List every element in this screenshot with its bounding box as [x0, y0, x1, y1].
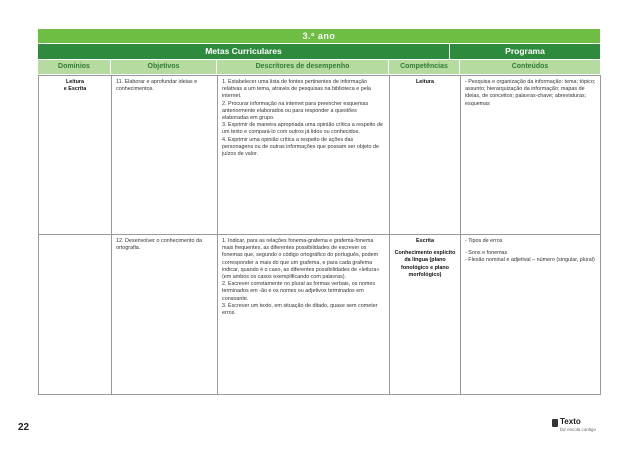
- dominio-cell: [39, 235, 112, 395]
- descritor-item: 2. Escrever corretamente no plural as formas verbais, os nomes terminados em -ão e os nomes ou adjetivos terminados em consoante.: [222, 281, 376, 302]
- competencia-item: Conhecimento explícito da língua (plano fonológico e plano morfológico): [394, 250, 456, 278]
- descritor-item: 2. Procurar informação na internet para preencher esquemas anteriormente elaborados ou para responder a questões elaboradas em grupo.: [222, 100, 369, 122]
- col-dominios-header: Domínios: [38, 60, 110, 74]
- conteudo-item: - Flexão nominal e adjetival – número (singular, plural): [465, 257, 595, 264]
- descritores-cell: [218, 235, 390, 395]
- conteudos-cell: [461, 76, 601, 235]
- logo-tagline: faz escola contigo: [560, 427, 597, 432]
- objetivo-cell: [112, 235, 218, 395]
- dominio-cell: [39, 76, 112, 235]
- logo-name: Texto: [560, 417, 581, 426]
- col-competencias-header: Competências: [389, 60, 459, 74]
- metas-header: Metas Curriculares: [38, 44, 449, 59]
- conteudos-cell: [461, 235, 601, 395]
- dominio-line: e Escrita: [63, 86, 87, 93]
- competencia-item: Escrita: [416, 238, 434, 244]
- dominio-line: Leitura: [66, 79, 84, 85]
- publisher-logo: [552, 417, 614, 437]
- table-row: [39, 76, 601, 235]
- table-row: [39, 235, 601, 395]
- conteudo-item: - Pesquisa e organização da informação: tema; tópico; assunto; hierarquização da informação; mapas de ideias, de conceitos; palavras-chave; abreviaturas; esquemas: [465, 79, 596, 107]
- descritor-item: 1. Indicar, para as relações fonema-grafema e grafema-fonema mais frequentes, as diferentes possibilidades de escrever os fonemas que, segundo o código ortográfico do português, podem corresponder a mais do que um grafema, e para cada grafema indicar, quando é o caso, as diferentes possibilidades de «leitura» (em ambos os casos exemplificando com palavras).: [222, 238, 380, 281]
- objetivo-text: 12. Desenvolver o conhecimento da ortografia.: [116, 238, 203, 252]
- descritor-item: 3. Exprimir de maneira apropriada uma opinião crítica a respeito de um texto e compará-lo com outros já lidos ou conhecidos.: [222, 122, 383, 136]
- competencias-cell: [390, 235, 461, 395]
- grade-banner: 3.º ano: [38, 29, 600, 43]
- programa-header: Programa: [450, 44, 600, 59]
- curriculum-table: [38, 75, 601, 395]
- descritor-item: 4. Exprimir uma opinião crítica a respeito de ações das personagens ou de outras informações que possam ser objeto de juízos de valor.: [222, 136, 380, 158]
- descritor-item: 3. Escrever um texto, em situação de ditado, quase sem cometer erros.: [222, 302, 378, 317]
- conteudo-item: - Sons e fonemas: [465, 250, 508, 257]
- col-objetivos-header: Objetivos: [111, 60, 216, 74]
- logo-mark-icon: [552, 419, 558, 427]
- competencias-cell: [390, 76, 461, 235]
- objetivo-text: 11. Elaborar e aprofundar ideias e conhecimentos.: [116, 79, 198, 93]
- col-descritores-header: Descritores de desempenho: [217, 60, 388, 74]
- competencia-item: Leitura: [416, 79, 434, 85]
- col-conteudos-header: Conteúdos: [460, 60, 600, 74]
- page-number: 22: [18, 422, 30, 433]
- objetivo-cell: [112, 76, 218, 235]
- descritores-cell: [218, 76, 390, 235]
- descritor-item: 1. Estabelecer uma lista de fontes pertinentes de informação relativas a um tema, através de pesquisas na biblioteca e pela internet.: [222, 79, 371, 100]
- conteudo-item: - Tipos de erros: [465, 238, 503, 244]
